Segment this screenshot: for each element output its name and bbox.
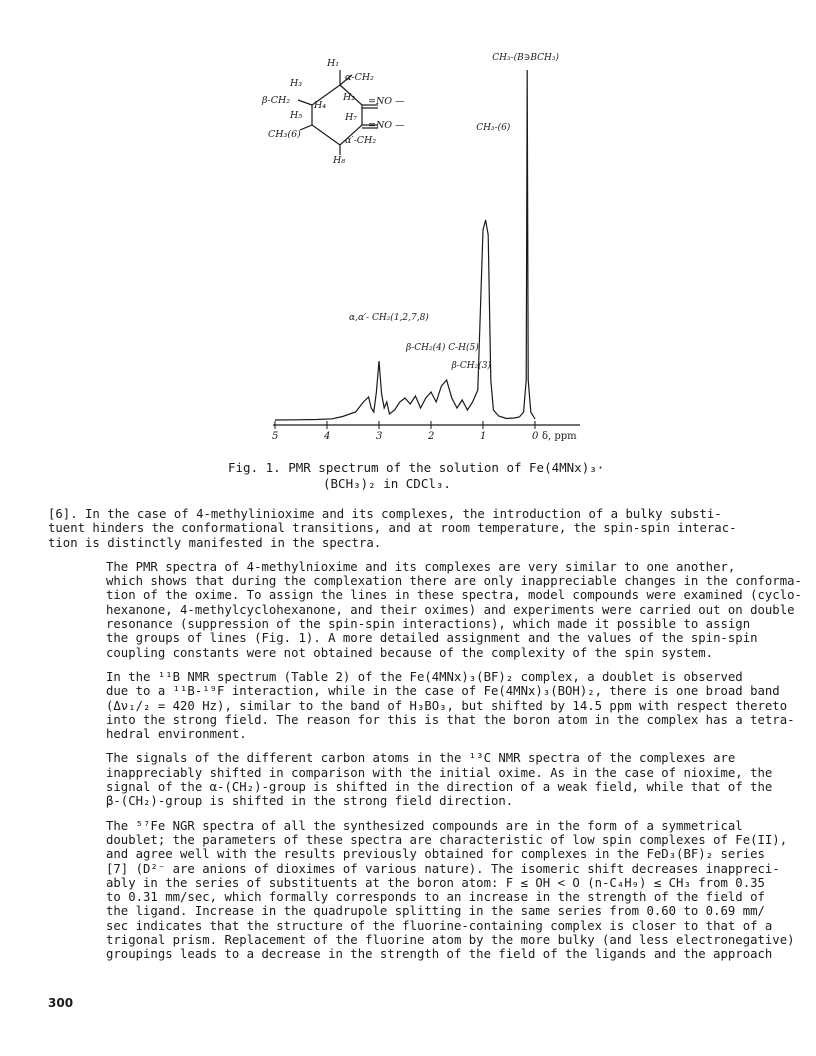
- page-number: 300: [48, 996, 74, 1010]
- text-line: β-(CH₂)-group is shifted in the strong field direction.: [106, 794, 514, 809]
- text-line: In the ¹¹B NMR spectrum (Table 2) of the Fe(4MNx)₃(BF)₂ complex, a doublet is observed: [106, 669, 743, 684]
- text-line: hexanone, 4-methylcyclohexanone, and their oximes) and experiments were carried out on double: [106, 602, 795, 617]
- x-tick-label: 3: [376, 431, 383, 442]
- text-line: signal of the α-(CH₂)-group is shifted in the direction of a weak field, while that of the: [106, 780, 773, 795]
- caption-line-1: Fig. 1. PMR spectrum of the solution of Fe(4MNx)₃·: [228, 460, 605, 475]
- structure-labels: [261, 58, 405, 166]
- text-line: tion of the oxime. To assign the lines in these spectra, model compounds were examined (cyclo-: [106, 588, 802, 603]
- text-line: sec indicates that the structure of the fluorine-containing complex is closer to that of a: [106, 918, 773, 933]
- peak-label: β-CH₂(4) C-H(5): [406, 343, 479, 353]
- text-line: due to a ¹¹B-¹⁹F interaction, while in the case of Fe(4MNx)₃(BOH)₂, there is one broad band: [106, 684, 780, 699]
- text-line: tuent hinders the conformational transitions, and at room temperature, the spin-spin interac-: [48, 521, 737, 536]
- text-line: (Δν₁/₂ = 420 Hz), similar to the band of H₃BO₃, but shifted by 14.5 ppm with respect thereto: [106, 698, 788, 713]
- paragraph: [48, 669, 795, 742]
- peak-label: CH₃-(B∋BCH₃): [492, 53, 560, 63]
- text-line: coupling constants were not obtained because of the complexity of the spin system.: [106, 645, 714, 660]
- label-beta-ch2: β-CH₂: [262, 95, 291, 106]
- text-line: groupings leads to a decrease in the strength of the field of the ligands and the approach: [106, 947, 773, 962]
- peak-label: α,α′- CH₂(1,2,7,8): [349, 313, 429, 323]
- label-h8: H₈: [333, 155, 346, 166]
- x-tick-label: 4: [324, 431, 331, 442]
- label-ch3-6: CH₃(6): [268, 129, 301, 140]
- text-line: The PMR spectra of 4-methylnioxime and its complexes are very similar to one another,: [106, 559, 736, 574]
- x-tick-label: 2: [428, 431, 435, 442]
- label-no-bottom: =NO —: [368, 120, 405, 131]
- label-h2: H₂: [343, 92, 356, 103]
- text-line: hedral environment.: [106, 727, 247, 742]
- label-h5: H₅: [290, 110, 303, 121]
- label-alpha-prime-ch2: α′-CH₂: [345, 135, 377, 146]
- peak-label: β-CH₂(3): [451, 361, 491, 371]
- paragraph: [48, 559, 802, 660]
- bond-ch3: [300, 125, 312, 130]
- label-h4: H₄: [314, 100, 327, 111]
- label-alpha-ch2: α-CH₂: [345, 72, 374, 83]
- text-line: [6]. In the case of 4-methylinioxime and its complexes, the introduction of a bulky substi-: [48, 507, 722, 521]
- text-line: ably in the series of substituents at the boron atom: F ≤ OH < O (n-C₄H₉) ≤ CH₃ from 0.35: [106, 875, 765, 890]
- text-line: which shows that during the complexation there are only inappreciable changes in the conforma-: [106, 574, 802, 589]
- label-h3: H₃: [290, 78, 303, 89]
- peak-label: CH₃-(6): [476, 123, 511, 133]
- pmr-spectrum-chart: [0, 0, 816, 450]
- x-tick-label: 1: [480, 431, 487, 442]
- label-h7: H₇: [345, 112, 358, 123]
- text-line: to 0.31 mm/sec, which formally corresponds to an increase in the strength of the field of: [106, 890, 765, 905]
- text-line: The signals of the different carbon atoms in the ¹³C NMR spectra of the complexes are: [106, 751, 736, 766]
- paragraph: [48, 818, 795, 962]
- text-line: The ⁵⁷Fe NGR spectra of all the synthesized compounds are in the form of a symmetrical: [106, 818, 743, 833]
- text-line: inappreciably shifted in comparison with the initial oxime. As in the case of nioxime, the: [106, 765, 773, 780]
- x-tick-label: 0: [532, 431, 539, 442]
- x-axis: [272, 421, 580, 442]
- text-line: the ligand. Increase in the quadrupole splitting in the same series from 0.60 to 0.69 mm/: [106, 904, 765, 919]
- x-tick-label: 5: [272, 431, 279, 442]
- text-line: into the strong field. The reason for this is that the boron atom in the complex has a tetra-: [106, 712, 795, 727]
- text-line: and agree well with the results previously obtained for complexes in the FeD₃(BF)₂ series: [106, 847, 765, 862]
- label-h1: H₁: [327, 58, 340, 69]
- figure-caption: [228, 460, 628, 492]
- text-line: trigonal prism. Replacement of the fluorine atom by the more bulky (and less electronegative): [106, 933, 795, 948]
- text-line: tion is distinctly manifested in the spectra.: [48, 535, 382, 550]
- caption-line-2: (BCH₃)₂ in CDCl₃.: [323, 476, 451, 491]
- x-axis-label: δ, ppm: [542, 431, 577, 442]
- paragraph: [48, 751, 778, 808]
- text-line: doublet; the parameters of these spectra are characteristic of low spin complexes of Fe(II),: [106, 832, 788, 847]
- article-body: [48, 507, 802, 972]
- bond-beta: [298, 100, 312, 105]
- figure-1: [0, 0, 816, 450]
- text-line: [7] (D²⁻ are anions of dioximes of various nature). The isomeric shift decreases inappreci-: [106, 861, 780, 876]
- text-line: the groups of lines (Fig. 1). A more detailed assignment and the values of the spin-spin: [106, 631, 758, 646]
- label-no-top: =NO —: [368, 96, 405, 107]
- paragraph: [48, 507, 778, 550]
- text-line: resonance (suppression of the spin-spin interactions), which made it possible to assign: [106, 617, 751, 632]
